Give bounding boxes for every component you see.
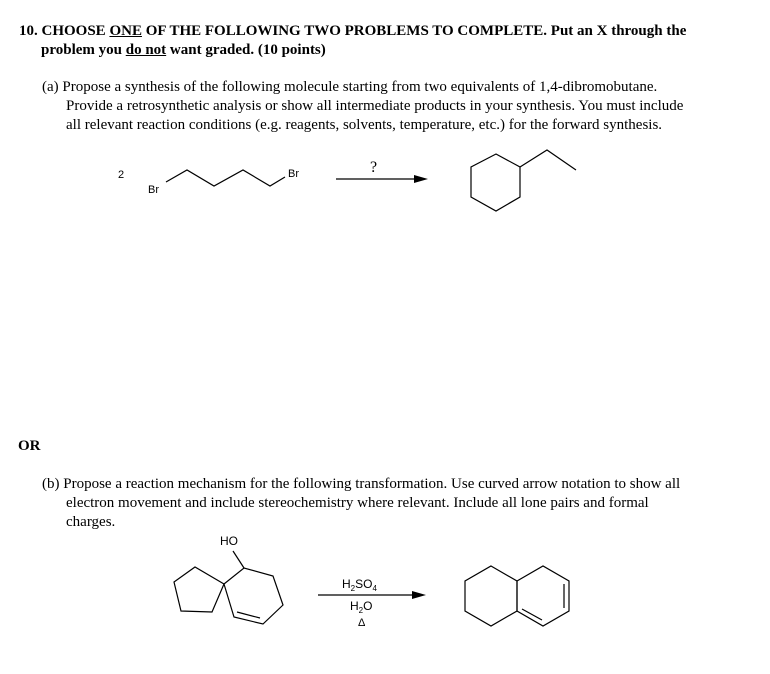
cyclopentane-ring — [174, 567, 224, 612]
double-bond-inner — [237, 612, 260, 618]
oh-bond — [233, 551, 244, 568]
ho-label: HO — [220, 534, 238, 548]
left-ring — [465, 566, 517, 626]
problem-a-text: (a) Propose a synthesis of the following molecule starting from two equivalents of 1,4-dibromobutane. Provide a retrosynthetic analysis or show all intermediate products in your synthesis. You must include all relevant reaction conditions (e.g. reagents, solvents, temperature, etc.) for the forward synthesis. — [42, 79, 684, 133]
cyclohexene-ring — [224, 568, 283, 624]
question-number: 10. — [19, 23, 38, 39]
spiro-alcohol-molecule — [174, 551, 283, 624]
coefficient-label: 2 — [118, 169, 125, 181]
heat-symbol: Δ — [358, 617, 366, 629]
br-left-label: Br — [148, 184, 159, 196]
double-bond-bottom — [522, 609, 542, 620]
problem-b-label: (b) — [42, 476, 60, 492]
or-separator: OR — [18, 438, 41, 454]
emphasis-do-not: do not — [125, 42, 167, 58]
problem-a-label: (a) — [42, 79, 59, 95]
reagent-h2o: $H_2O$ — [350, 599, 373, 615]
emphasis-one: ONE — [109, 23, 142, 39]
heading-line-1: 10. CHOOSE ONE OF THE FOLLOWING TWO PROBLEMS TO COMPLETE. Put an X through the — [19, 23, 687, 39]
question-mark: ? — [370, 159, 378, 176]
problem-b-text: (b) Propose a reaction mechanism for the following transformation. Use curved arrow notation to show all electron movement and include stereochemistry where relevant. Include all lone pairs and formal charges. — [42, 476, 681, 530]
reagent-h2so4: $H_2SO_4$ — [342, 577, 377, 593]
arrow-head-b — [412, 591, 426, 599]
heading-line-2: problem you do not want graded. (10 points) — [41, 42, 326, 58]
br-right-label: Br — [288, 168, 299, 180]
bicyclic-alkene-molecule — [465, 566, 569, 626]
right-ring — [517, 566, 569, 626]
